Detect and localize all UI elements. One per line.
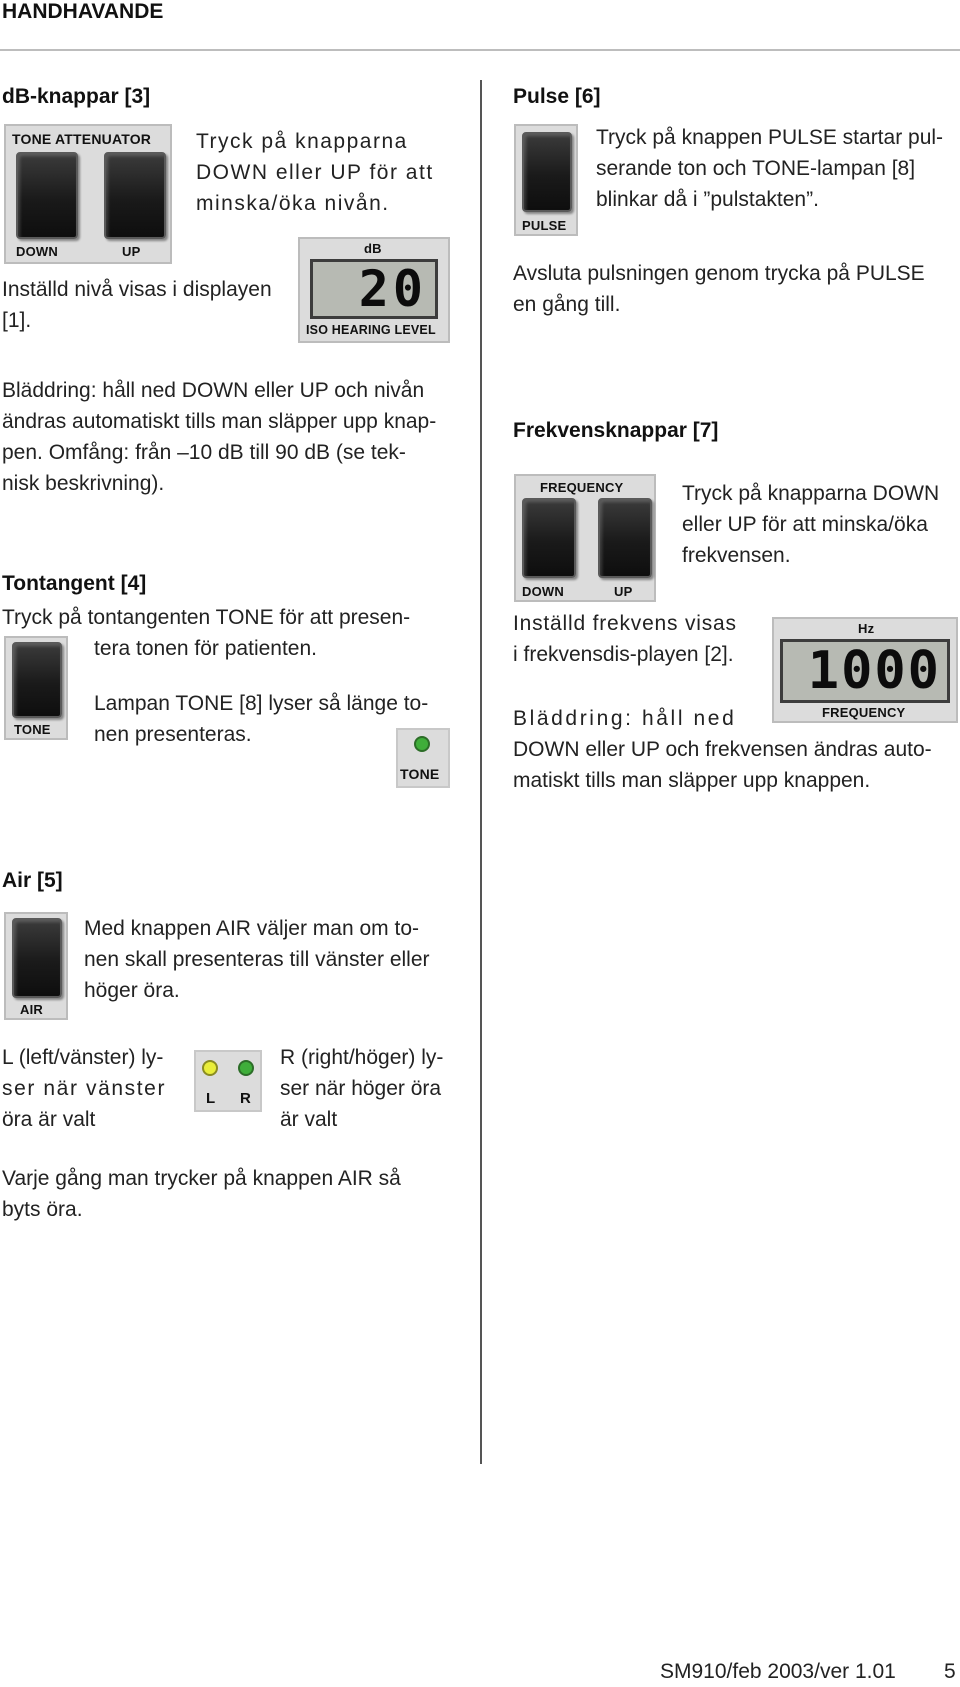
freq-text-line: frekvensen.: [682, 544, 791, 567]
tone-led-icon: [414, 736, 430, 752]
air-key-label: AIR: [20, 1002, 43, 1017]
iso-level-lcd: [310, 259, 438, 319]
tone-text-line-2: tera tonen för patienten.: [94, 637, 317, 660]
pulse-end-line: en gång till.: [513, 293, 621, 316]
freq-browse-line: matiskt tills man släpper upp knappen.: [513, 769, 871, 792]
frequency-display-label: FREQUENCY: [822, 705, 906, 720]
column-divider: [480, 80, 482, 1464]
hz-unit-label: Hz: [858, 621, 875, 636]
frequency-panel: [514, 474, 656, 602]
db-browse-line: ändras automatiskt tills man släpper upp knap-: [2, 410, 437, 433]
db-browse-line: Bläddring: håll ned DOWN eller UP och nivån: [2, 379, 425, 402]
tone-heading: Tontangent [4]: [2, 572, 147, 595]
air-left-line: L (left/vänster) ly-: [2, 1046, 164, 1069]
freq-text-line: Tryck på knapparna DOWN: [682, 482, 940, 505]
iso-level-value: 20: [358, 260, 427, 318]
db-browse-line: nisk beskrivning).: [2, 472, 165, 495]
led-l-label: L: [206, 1090, 216, 1107]
db-text-1-line: Tryck på knapparna: [196, 130, 408, 153]
air-led-panel: [194, 1050, 262, 1112]
air-left-line: öra är valt: [2, 1108, 96, 1131]
pulse-end-text: [513, 258, 959, 320]
frequency-value: 1000: [807, 641, 941, 701]
air-text-line: nen skall presenteras till vänster eller: [84, 948, 430, 971]
tone-lamp-panel: [396, 728, 450, 788]
air-right-line: ser när höger öra: [280, 1077, 442, 1100]
db-down-button[interactable]: [16, 152, 78, 239]
db-text-2: [2, 274, 292, 336]
pulse-text-line: Tryck på knappen PULSE startar pul-: [596, 126, 944, 149]
iso-level-label: ISO HEARING LEVEL: [306, 323, 436, 337]
db-browse-line: pen. Omfång: från –10 dB till 90 dB (se tek-: [2, 441, 406, 464]
air-left-text: [2, 1042, 170, 1135]
air-each-text: [2, 1163, 452, 1225]
page-number: 5: [944, 1660, 956, 1683]
air-heading: Air [5]: [2, 869, 63, 892]
freq-down-button[interactable]: [522, 498, 576, 578]
air-each-line: Varje gång man trycker på knappen AIR så: [2, 1167, 401, 1190]
pulse-text: [596, 122, 956, 215]
pulse-end-line: Avsluta pulsningen genom trycka på PULSE: [513, 262, 925, 285]
air-right-line: R (right/höger) ly-: [280, 1046, 444, 1069]
freq-up-label: UP: [614, 584, 633, 599]
freq-browse-text: [513, 734, 959, 796]
tone-lamp-line: nen presenteras.: [94, 723, 252, 746]
freq-up-button[interactable]: [598, 498, 652, 578]
led-r-label: R: [240, 1090, 252, 1107]
db-unit-label: dB: [364, 241, 382, 256]
db-down-label: DOWN: [16, 244, 58, 259]
tone-key-panel: [4, 636, 68, 740]
freq-browse-line: DOWN eller UP och frekvensen ändras auto-: [513, 738, 932, 761]
freq-set-text: [513, 608, 749, 670]
iso-level-display-panel: [298, 237, 450, 343]
freq-text-line: eller UP för att minska/öka: [682, 513, 928, 536]
db-text-1-line: minska/öka nivån.: [196, 192, 390, 215]
freq-down-label: DOWN: [522, 584, 564, 599]
freq-heading: Frekvensknappar [7]: [513, 419, 719, 442]
db-up-button[interactable]: [104, 152, 166, 239]
freq-text: [682, 478, 958, 571]
frequency-lcd: [780, 639, 950, 703]
db-text-1-line: DOWN eller UP för att: [196, 161, 434, 184]
freq-set-line: i frekvensdis-playen [2].: [513, 643, 734, 666]
freq-browse-line-1: Bläddring: håll ned: [513, 707, 737, 730]
left-led-icon: [202, 1060, 218, 1076]
tone-attenuator-panel: [4, 124, 172, 264]
db-browse-text: [2, 375, 448, 499]
tone-attenuator-label: TONE ATTENUATOR: [12, 131, 152, 147]
freq-set-line: Inställd frekvens visas: [513, 612, 737, 635]
db-heading: dB-knappar [3]: [2, 85, 151, 108]
tone-lamp-label: TONE: [400, 766, 440, 782]
pulse-text-line: serande ton och TONE-lampan [8]: [596, 157, 916, 180]
db-up-label: UP: [122, 244, 141, 259]
frequency-display-panel: [772, 617, 958, 723]
tone-lamp-line: Lampan TONE [8] lyser så länge to-: [94, 692, 429, 715]
tone-text-line-1: Tryck på tontangenten TONE för att presen-: [2, 606, 411, 629]
tone-key-label: TONE: [14, 722, 51, 737]
pulse-button[interactable]: [522, 132, 572, 212]
tone-button[interactable]: [12, 642, 62, 718]
pulse-key-label: PULSE: [522, 218, 567, 233]
air-right-line: är valt: [280, 1108, 338, 1131]
pulse-text-line: blinkar då i ”pulstakten”.: [596, 188, 819, 211]
frequency-panel-label: FREQUENCY: [540, 480, 624, 495]
header-rule: [0, 49, 960, 51]
air-each-line: byts öra.: [2, 1198, 83, 1221]
db-text-2-line: [1].: [2, 309, 32, 332]
db-text-2-line: Inställd nivå visas i displayen: [2, 278, 272, 301]
pulse-heading: Pulse [6]: [513, 85, 601, 108]
air-button[interactable]: [12, 918, 62, 998]
right-led-icon: [238, 1060, 254, 1076]
air-text-line: höger öra.: [84, 979, 180, 1002]
air-right-text: [280, 1042, 452, 1135]
pulse-key-panel: [514, 124, 578, 236]
page-header: HANDHAVANDE: [2, 0, 164, 23]
air-text-line: Med knappen AIR väljer man om to-: [84, 917, 419, 940]
air-key-panel: [4, 912, 68, 1020]
air-left-line: ser när vänster: [2, 1077, 167, 1100]
air-text: [84, 913, 454, 1006]
footer-doc-id: SM910/feb 2003/ver 1.01: [660, 1660, 896, 1683]
db-text-1: [196, 126, 448, 219]
